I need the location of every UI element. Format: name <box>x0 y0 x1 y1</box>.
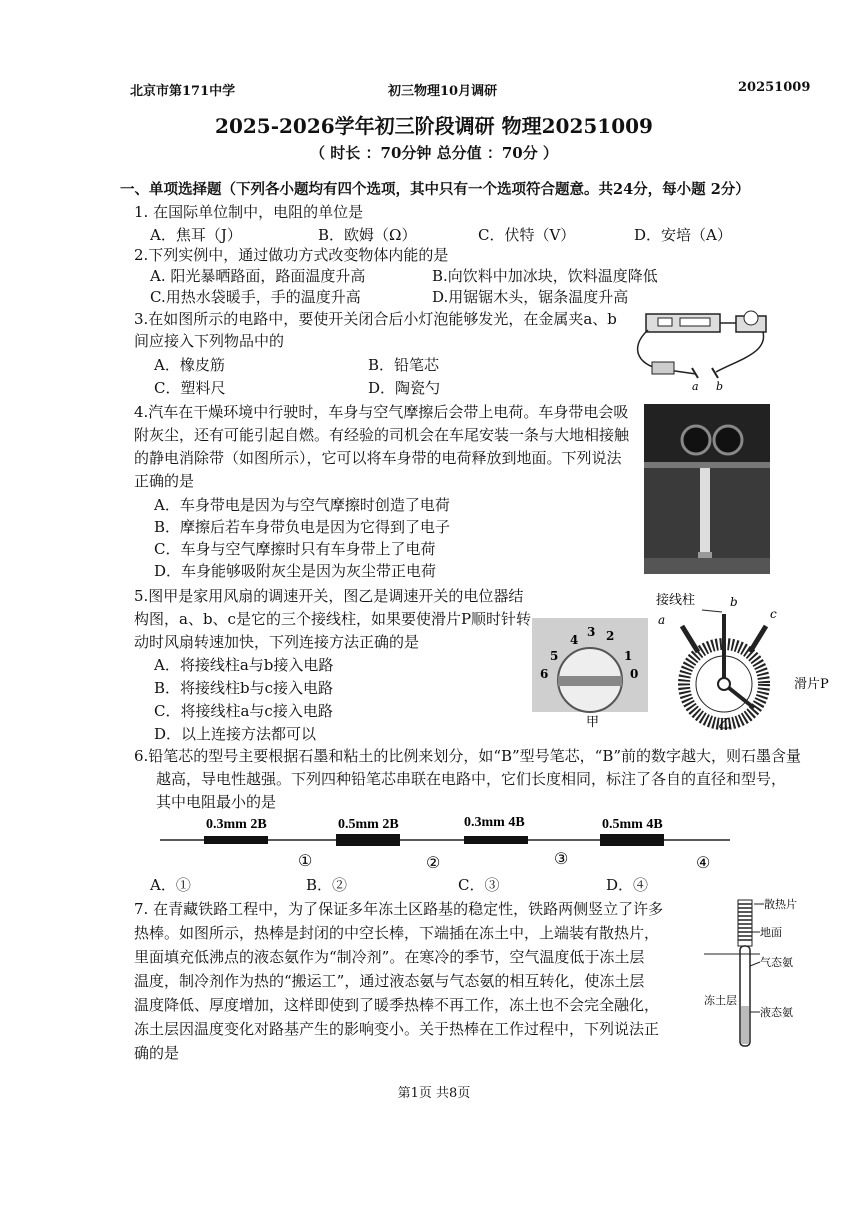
terminal-b-label: b <box>730 595 738 609</box>
svg-text:3: 3 <box>587 625 596 639</box>
terminal-c-label: c <box>770 607 777 621</box>
q6-option-a: A．① <box>150 876 191 894</box>
lead-4 <box>600 834 664 846</box>
q3-stem-line2: 间应接入下列物品中的 <box>134 332 285 350</box>
svg-text:5: 5 <box>550 649 559 663</box>
lead-2 <box>336 834 400 846</box>
static-strap <box>700 468 710 552</box>
gas-label: 气态氨 <box>760 956 793 969</box>
q4-stem-line3: 的静电消除带（如图所示），它可以将车身带的电荷释放到地面。下列说法 <box>134 449 622 467</box>
heat-fins <box>738 900 752 946</box>
q7-stem-line3: 里面填充低沸点的液态氨作为“制冷剂”。在寒冷的季节，空气温度低于冻土层 <box>134 948 645 966</box>
svg-text:0: 0 <box>630 667 639 681</box>
lead-1 <box>204 836 268 844</box>
fig-jia-label: 甲 <box>586 715 600 730</box>
clip-a-label: a <box>692 380 699 393</box>
terminal-label: 接线柱 <box>656 593 696 608</box>
svg-text:6: 6 <box>540 667 549 681</box>
school-name: 北京市第171中学 <box>130 84 236 99</box>
q6-stem-line1: 6.铅笔芯的型号主要根据石墨和粘土的比例来划分，如“B”型号笔芯，“B”前的数字越大，则石墨含量 <box>134 747 802 765</box>
node-1: ① <box>298 851 313 870</box>
switch-icon <box>658 318 672 326</box>
fins-label: 散热片 <box>764 898 797 911</box>
clip-stand <box>652 362 674 374</box>
q4-option-d: D．车身能够吸附灰尘是因为灰尘带正电荷 <box>154 562 437 580</box>
q3-option-c: C．塑料尺 <box>154 379 226 397</box>
section-heading: 一、单项选择题（下列各小题均有四个选项，其中只有一个选项符合题意。共24分，每小题 2分） <box>120 181 750 198</box>
lead-3-label: 0.3mm 4B <box>464 815 525 830</box>
q6-stem-line3: 其中电阻最小的是 <box>156 793 277 811</box>
q7-stem-line5: 温度降低、厚度增加，这样即使到了暖季热棒不再工作，冻土也不会完全融化， <box>134 996 660 1014</box>
ground-label: 地面 <box>760 926 782 939</box>
svg-text:4: 4 <box>570 633 579 647</box>
q7-stem-line7: 确的是 <box>134 1044 180 1062</box>
q7-stem-line4: 温度，制冷剂作为热的“搬运工”，通过液态氨与气态氨的相互转化，使冻土层 <box>134 972 645 990</box>
q5-option-b: B．将接线柱b与c接入电路 <box>154 679 334 697</box>
q4-stem-line1: 4.汽车在干燥环境中行驶时，车身与空气摩擦后会带上电荷。车身带电会吸 <box>134 403 629 421</box>
q5-option-a: A．将接线柱a与b接入电路 <box>154 656 334 674</box>
q5-option-d: D．以上连接方法都可以 <box>154 725 317 743</box>
fig-yi-label: 乙 <box>718 717 732 732</box>
page-footer: 第1页 共8页 <box>397 1086 471 1101</box>
q4-stem-line4: 正确的是 <box>134 472 195 490</box>
q3-option-b: B．铅笔芯 <box>368 356 440 374</box>
q2-stem: 2.下列实例中，通过做功方式改变物体内能的是 <box>134 246 449 264</box>
q5-stem-line2: 构图，a、b、c是它的三个接线柱，如果要使滑片P顺时针转 <box>134 610 532 628</box>
node-3: ③ <box>554 849 569 868</box>
q5-stem-line3: 动时风扇转速加快，下列连接方法正确的是 <box>134 633 420 651</box>
q7-stem-line1: 7. 在青藏铁路工程中，为了保证多年冻土区路基的稳定性，铁路两侧竖立了许多 <box>134 900 664 918</box>
q5-stem-line1: 5.图甲是家用风扇的调速开关，图乙是调速开关的电位器结 <box>134 587 524 605</box>
q3-option-a: A．橡皮筋 <box>154 356 225 374</box>
q6-option-d: D．④ <box>606 876 649 894</box>
clip-b-label: b <box>716 380 724 393</box>
q2-option-c: C.用热水袋暖手，手的温度升高 <box>150 288 361 306</box>
q2-option-b: B.向饮料中加冰块，饮料温度降低 <box>432 267 658 285</box>
q2-option-d: D.用锯锯木头，锯条温度升高 <box>432 288 629 306</box>
q3-stem-line1: 3.在如图所示的电路中，要使开关闭合后小灯泡能够发光，在金属夹a、b <box>134 310 617 328</box>
q4-option-a: A．车身带电是因为与空气摩擦时创造了电荷 <box>154 496 450 514</box>
page-title: 2025-2026学年初三阶段调研 物理20251009 <box>215 114 653 138</box>
q1-option-d: D．安培（A） <box>634 226 732 244</box>
q6-stem-line2: 越高，导电性越强。下列四种铅笔芯串联在电路中，它们长度相同，标注了各自的直径和型号， <box>156 770 787 788</box>
terminal-a-label: a <box>658 613 666 627</box>
page-subtitle: （ 时长 ：70分钟 总分值 ：70分 ） <box>310 144 558 162</box>
q1-option-c: C．伏特（V） <box>478 226 576 244</box>
q2-option-a: A. 阳光暴晒路面，路面温度升高 <box>150 267 366 285</box>
node-4: ④ <box>696 853 711 872</box>
lead-4-label: 0.5mm 4B <box>602 817 663 832</box>
q4-option-c: C．车身与空气摩擦时只有车身带上了电荷 <box>154 540 436 558</box>
q4-option-b: B．摩擦后若车身带负电是因为它得到了电子 <box>154 518 451 536</box>
svg-text:1: 1 <box>624 649 633 663</box>
q6-option-c: C．③ <box>458 876 500 894</box>
q1-option-a: A．焦耳（J） <box>150 226 242 244</box>
lead-1-label: 0.3mm 2B <box>206 817 267 832</box>
frozen-soil-label: 冻土层 <box>704 994 737 1007</box>
q5-potentiometer-diagram <box>652 588 852 732</box>
svg-text:2: 2 <box>606 629 615 643</box>
q4-stem-line2: 附灰尘，还有可能引起自燃。有经验的司机会在车尾安装一条与大地相接触 <box>134 426 630 444</box>
slider-label: 滑片P <box>794 677 829 692</box>
q3-option-d: D．陶瓷勺 <box>368 379 441 397</box>
q5-option-c: C．将接线柱a与c接入电路 <box>154 702 333 720</box>
header-date: 20251009 <box>738 80 811 95</box>
q4-static-strap-photo <box>644 404 770 574</box>
lead-2-label: 0.5mm 2B <box>338 817 399 832</box>
lead-3 <box>464 836 528 844</box>
q7-stem-line6: 冻土层因温度变化对路基产生的影响变小。关于热棒在工作过程中，下列说法正 <box>134 1020 660 1038</box>
bulb-icon <box>744 311 758 325</box>
q5-fan-switch-photo <box>532 618 648 730</box>
battery-icon <box>680 318 710 326</box>
q7-heat-rod-figure <box>700 894 840 1060</box>
q3-circuit-figure <box>628 308 778 394</box>
q7-stem-line2: 热棒。如图所示，热棒是封闭的中空长棒，下端插在冻土中，上端装有散热片， <box>134 924 660 942</box>
q1-stem: 1. 在国际单位制中，电阻的单位是 <box>134 203 364 221</box>
exam-name: 初三物理10月调研 <box>388 84 498 99</box>
node-2: ② <box>426 853 441 872</box>
q6-option-b: B．② <box>306 876 348 894</box>
exhaust-pipe-icon <box>682 426 710 454</box>
q6-pencil-leads-figure <box>160 812 740 872</box>
liquid-ammonia <box>741 1006 749 1044</box>
q1-option-b: B．欧姆（Ω） <box>318 226 417 244</box>
wire-b <box>716 332 764 372</box>
liquid-label: 液态氨 <box>760 1006 793 1019</box>
